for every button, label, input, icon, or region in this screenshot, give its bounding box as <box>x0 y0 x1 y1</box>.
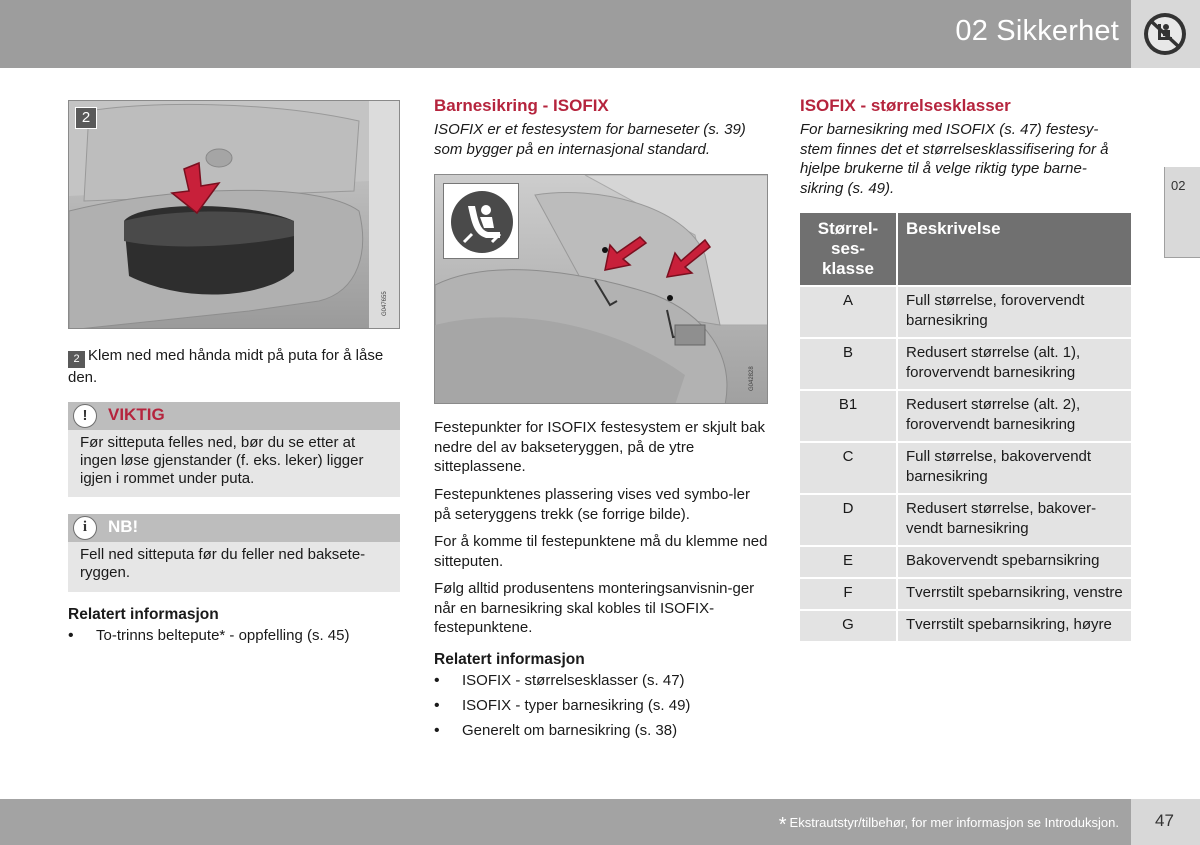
table-row <box>800 391 1131 441</box>
seat-cushion-photo <box>68 100 400 329</box>
size-class-cell: B1 <box>800 391 898 441</box>
related-list-2 <box>434 671 769 746</box>
isofix-paragraph-1: Festepunkter for ISOFIX festesystem er skjult bak nedre del av bakseteryggen, på de ytre sitteplassene. <box>434 419 765 475</box>
size-class-cell: F <box>800 579 898 609</box>
important-notice-header <box>68 402 400 430</box>
column-header-size-class: Størrel- ses- klasse <box>800 213 898 285</box>
isofix-anchor-photo <box>434 174 768 404</box>
note-header <box>68 514 400 542</box>
size-class-cell: A <box>800 287 898 337</box>
description-cell: Redusert størrelse, bakover-vendt barnesikring <box>898 495 1131 545</box>
warning-icon: ! <box>73 404 97 428</box>
related-list-1 <box>68 626 398 651</box>
footer-note <box>779 814 1119 837</box>
footer-note-text: Ekstrautstyr/tilbehør, for mer informasjon se Introduksjon. <box>789 815 1119 830</box>
isofix-paragraph-2: Festepunktenes plassering vises ved symbo-ler på seteryggens trekk (se forrige bilde). <box>434 486 750 523</box>
asterisk-mark: * <box>778 814 787 836</box>
chapter-title: 02 Sikkerhet <box>955 15 1119 47</box>
description-cell: Redusert størrelse (alt. 1), forovervendt barnesikring <box>898 339 1131 389</box>
description-cell: Redusert størrelse (alt. 2), forovervendt barnesikring <box>898 391 1131 441</box>
page-number: 47 <box>1155 811 1174 830</box>
figure-caption <box>68 346 398 388</box>
description-cell: Bakovervendt spebarnsikring <box>898 547 1131 577</box>
figure-number-badge: 2 <box>75 107 97 129</box>
note-box <box>68 514 400 592</box>
figure-code: G042828 <box>749 366 755 391</box>
caption-badge: 2 <box>68 351 85 368</box>
size-classes-title: ISOFIX - størrelsesklasser <box>800 96 1011 115</box>
note-title: NB! <box>108 517 139 536</box>
related-link[interactable]: • ISOFIX - typer barnesikring (s. 49) <box>434 696 769 721</box>
chapter-side-tab[interactable] <box>1164 167 1200 258</box>
description-cell: Tverrstilt spebarnsikring, venstre <box>898 579 1131 609</box>
table-row <box>800 339 1131 389</box>
table-header-row <box>800 213 1131 285</box>
related-link[interactable]: • ISOFIX - størrelsesklasser (s. 47) <box>434 671 769 696</box>
size-class-cell: C <box>800 443 898 493</box>
table-row <box>800 547 1131 577</box>
page-number-box <box>1131 799 1200 845</box>
size-class-cell: E <box>800 547 898 577</box>
note-text: Fell ned sitteputa før du feller ned baksete-ryggen. <box>80 546 366 581</box>
size-class-table <box>800 211 1131 643</box>
table-row <box>800 579 1131 609</box>
page-footer <box>0 799 1131 845</box>
table-row <box>800 611 1131 641</box>
related-link[interactable]: • Generelt om barnesikring (s. 38) <box>434 721 769 746</box>
size-class-cell: D <box>800 495 898 545</box>
header-icon-box <box>1131 0 1200 68</box>
important-notice-title: VIKTIG <box>108 405 165 424</box>
description-cell: Full størrelse, forovervendt barnesikring <box>898 287 1131 337</box>
important-notice <box>68 402 400 497</box>
isofix-intro: ISOFIX er et festesystem for barneseter (s. 39) som bygger på en internasjonal standard. <box>434 121 746 158</box>
size-class-cell: B <box>800 339 898 389</box>
related-link[interactable]: • To-trinns beltepute* - oppfelling (s. 45) <box>68 626 398 651</box>
info-icon: i <box>73 516 97 540</box>
related-info-heading-2: Relatert informasjon <box>434 651 585 668</box>
size-class-cell: G <box>800 611 898 641</box>
isofix-paragraph-4: Følg alltid produsentens monteringsanvisnin-ger når en barnesikring skal kobles til ISOFIX-festepunktene. <box>434 580 755 636</box>
important-notice-text: Før sitteputa felles ned, bør du se etter at ingen løse gjenstander (f. eks. leker) ligger igjen i rommet under puta. <box>80 434 364 487</box>
description-cell: Full størrelse, bakovervendt barnesikring <box>898 443 1131 493</box>
column-header-description: Beskrivelse <box>898 213 1131 285</box>
size-classes-intro: For barnesikring med ISOFIX (s. 47) festesy-stem finnes det et størrelsesklassifisering for å hjelpe brukerne til å velge riktig type barne-sikring (s. 49). <box>800 121 1109 197</box>
isofix-child-seat-icon <box>444 184 520 260</box>
no-child-seat-icon <box>1143 12 1187 56</box>
isofix-section-title: Barnesikring - ISOFIX <box>434 96 609 115</box>
table-row <box>800 495 1131 545</box>
related-info-heading-1: Relatert informasjon <box>68 606 219 623</box>
description-cell: Tverrstilt spebarnsikring, høyre <box>898 611 1131 641</box>
table-row <box>800 287 1131 337</box>
figure-code: G047655 <box>382 291 388 316</box>
isofix-symbol-box <box>443 183 519 259</box>
isofix-paragraph-3: For å komme til festepunktene må du klemme ned sitteputen. <box>434 533 768 570</box>
side-tab-label: 02 <box>1171 178 1186 193</box>
table-row <box>800 443 1131 493</box>
page-header <box>0 0 1131 68</box>
caption-text: Klem ned med hånda midt på puta for å låse den. <box>68 347 384 386</box>
